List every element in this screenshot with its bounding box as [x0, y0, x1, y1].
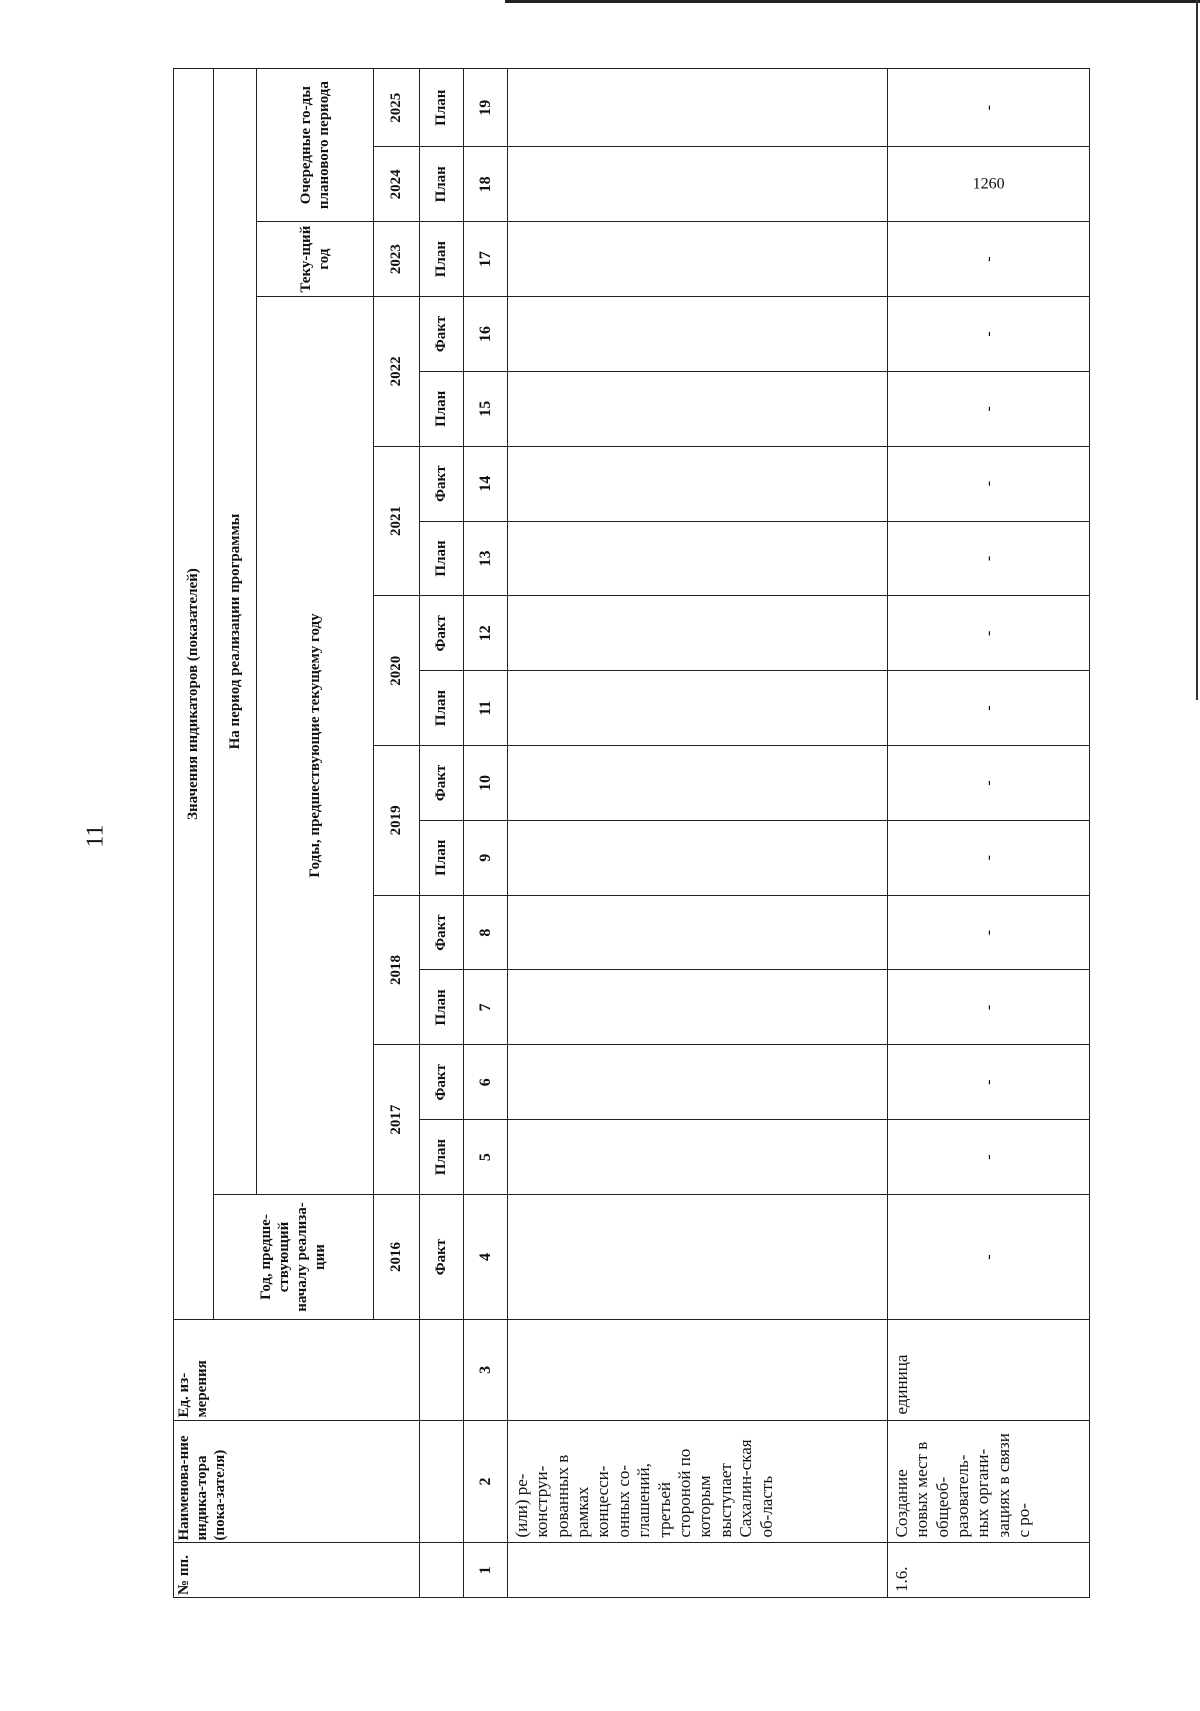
value-cell: [507, 147, 887, 222]
sub-header-4: Факт: [420, 1194, 464, 1319]
value-cell: -: [887, 671, 1089, 746]
column-number-19: 19: [463, 69, 507, 147]
header-prev-year: Год, предше-ствующий началу реализа-ции: [213, 1194, 373, 1319]
sub-header-9: План: [420, 820, 464, 895]
sub-header-10: Факт: [420, 746, 464, 821]
value-cell: -: [887, 69, 1089, 147]
value-cell: -: [887, 1045, 1089, 1120]
column-number-10: 10: [463, 746, 507, 821]
scan-edge-line-top: [505, 0, 1200, 3]
column-number-18: 18: [463, 147, 507, 222]
value-cell: -: [887, 446, 1089, 521]
value-cell: -: [887, 222, 1089, 297]
value-text: 1260: [972, 175, 1005, 193]
sub-header-8: Факт: [420, 895, 464, 970]
year-2023: 2023: [373, 222, 419, 297]
sub-header-15: План: [420, 371, 464, 446]
value-cell: -: [887, 970, 1089, 1045]
value-cell: [887, 147, 1089, 222]
value-cell: [507, 521, 887, 596]
value-cell: -: [887, 521, 1089, 596]
value-cell: -: [887, 820, 1089, 895]
value-cell: -: [887, 297, 1089, 372]
column-number-4: 4: [463, 1194, 507, 1319]
header-current-year: Теку-щий год: [257, 222, 373, 297]
table-row: [507, 69, 887, 1598]
value-cell: [507, 746, 887, 821]
column-number-9: 9: [463, 820, 507, 895]
year-2024: 2024: [373, 147, 419, 222]
scan-edge-line-right: [1196, 0, 1198, 700]
column-number-13: 13: [463, 521, 507, 596]
sub-header-7: План: [420, 970, 464, 1045]
sub-header-6: Факт: [420, 1045, 464, 1120]
sub-header-5: План: [420, 1120, 464, 1195]
unit-of-measure: единица: [887, 1320, 1089, 1420]
header-unit: Ед. из-мерения: [174, 1320, 420, 1420]
header-years-before: Годы, предшествующие текущему году: [257, 297, 373, 1195]
year-2021: 2021: [373, 446, 419, 596]
sub-header-18: План: [420, 147, 464, 222]
column-number-3: 3: [463, 1320, 507, 1420]
sub-header-14: Факт: [420, 446, 464, 521]
indicators-table: [173, 68, 1090, 1598]
column-number-14: 14: [463, 446, 507, 521]
value-cell: -: [887, 596, 1089, 671]
sub-header-12: Факт: [420, 596, 464, 671]
sub-empty-3: [420, 1320, 464, 1420]
value-cell: [507, 297, 887, 372]
sub-header-11: План: [420, 671, 464, 746]
header-no: № пп.: [174, 1543, 420, 1598]
indicator-name: (или) ре-конструи-рованных в рамках концесси-онных со-глашений, третьей стороной по которым выступает Сахалин-ская об-ласть: [507, 1420, 887, 1543]
column-number-12: 12: [463, 596, 507, 671]
page-number: 11: [82, 824, 109, 848]
column-number-8: 8: [463, 895, 507, 970]
value-cell: -: [887, 1120, 1089, 1195]
value-cell: [507, 970, 887, 1045]
header-period-title: На период реализации программы: [213, 69, 257, 1195]
sub-header-16: Факт: [420, 297, 464, 372]
column-number-17: 17: [463, 222, 507, 297]
column-number-6: 6: [463, 1045, 507, 1120]
value-cell: [507, 1194, 887, 1319]
year-2018: 2018: [373, 895, 419, 1045]
column-number-1: 1: [463, 1543, 507, 1598]
value-cell: -: [887, 371, 1089, 446]
row-number: 1.6.: [887, 1543, 1089, 1598]
year-2016: 2016: [373, 1194, 419, 1319]
value-cell: [507, 895, 887, 970]
year-2017: 2017: [373, 1045, 419, 1195]
year-2025: 2025: [373, 69, 419, 147]
value-cell: [507, 596, 887, 671]
sub-header-19: План: [420, 69, 464, 147]
value-cell: [507, 69, 887, 147]
value-cell: [507, 371, 887, 446]
year-2019: 2019: [373, 746, 419, 896]
year-2022: 2022: [373, 297, 419, 447]
indicator-name: Создание новых мест в общеоб-разователь-ных органи-зациях в связи с ро-: [887, 1420, 1089, 1543]
header-next-years: Очередные го-ды планового периода: [257, 69, 373, 222]
table-row: [887, 69, 1089, 1598]
value-cell: -: [887, 1194, 1089, 1319]
year-2020: 2020: [373, 596, 419, 746]
column-number-16: 16: [463, 297, 507, 372]
column-number-7: 7: [463, 970, 507, 1045]
value-cell: [507, 671, 887, 746]
value-cell: [507, 1045, 887, 1120]
value-cell: [507, 1120, 887, 1195]
sub-header-17: План: [420, 222, 464, 297]
header-values-title: Значения индикаторов (показателей): [174, 69, 214, 1320]
value-cell: -: [887, 895, 1089, 970]
column-number-11: 11: [463, 671, 507, 746]
sub-header-13: План: [420, 521, 464, 596]
sub-empty-1: [420, 1543, 464, 1598]
unit-of-measure: [507, 1320, 887, 1420]
column-number-2: 2: [463, 1420, 507, 1543]
value-cell: [507, 222, 887, 297]
value-cell: -: [887, 746, 1089, 821]
value-cell: [507, 446, 887, 521]
value-cell: [507, 820, 887, 895]
column-number-5: 5: [463, 1120, 507, 1195]
rotated-table-container: [173, 68, 1090, 1598]
sub-empty-2: [420, 1420, 464, 1543]
column-number-15: 15: [463, 371, 507, 446]
row-number: [507, 1543, 887, 1598]
header-name: Наименова-ние индика-тора (пока-зателя): [174, 1420, 420, 1543]
